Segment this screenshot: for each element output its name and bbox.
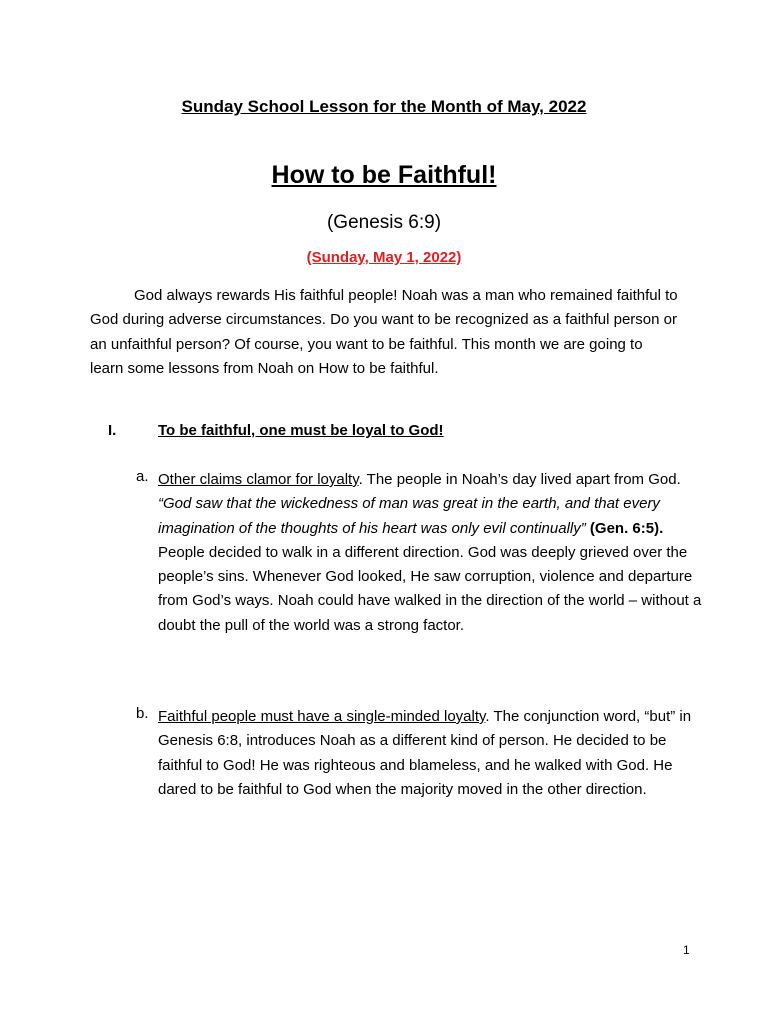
intro-paragraph: God always rewards His faithful people! Noah was a man who remained faithful to God during adverse circumstances. Do you want to be recognized as a faithful person or an unfaithful person? Of course, you want to be faithful. This month we are going to learn some lessons from Noah on How to be faithful.: [90, 287, 678, 377]
point-a-rest: People decided to walk in a different direction. God was deeply grieved over the people’s sins. Whenever God looked, He saw corruption, violence and departure from God’s ways. Noah could have walked in the direction of the world – without a doubt the pull of the world was a strong factor.: [158, 543, 702, 634]
scripture-reference: (Genesis 6:9): [326, 212, 442, 233]
page-number: 1: [683, 943, 690, 957]
point-a-text: . The people in Noah’s day lived apart from God.: [358, 471, 681, 488]
lesson-date: (Sunday, May 1, 2022): [306, 249, 462, 266]
point-b-rest: . The conjunction word, “but” in Genesis 6:8, introduces Noah as a different kind of person. He decided to be faithful to God! He was righteous and blameless, and he walked with God. He dared to be faithful to God when the majority moved in the other direction.: [158, 708, 692, 798]
section-heading: To be faithful, one must be loyal to God!: [158, 422, 444, 439]
lesson-kicker: Sunday School Lesson for the Month of May, 2022: [181, 97, 587, 116]
point-a-quote: “God saw that the wickedness of man was great in the earth, and that every imagination of the thoughts of his heart was only evil continually”: [158, 495, 660, 537]
page-title: How to be Faithful!: [271, 161, 497, 189]
point-a-paragraph: [158, 468, 706, 638]
point-b-lead: Faithful people must have a single-minded loyalty: [158, 708, 486, 725]
point-a-citation: (Gen. 6:5).: [589, 519, 664, 537]
point-a-lead: Other claims clamor for loyalty: [158, 471, 359, 488]
point-b-letter: b.: [136, 705, 149, 722]
section-number: I.: [108, 422, 117, 439]
point-b-paragraph: [158, 705, 706, 802]
point-a-letter: a.: [136, 468, 149, 485]
